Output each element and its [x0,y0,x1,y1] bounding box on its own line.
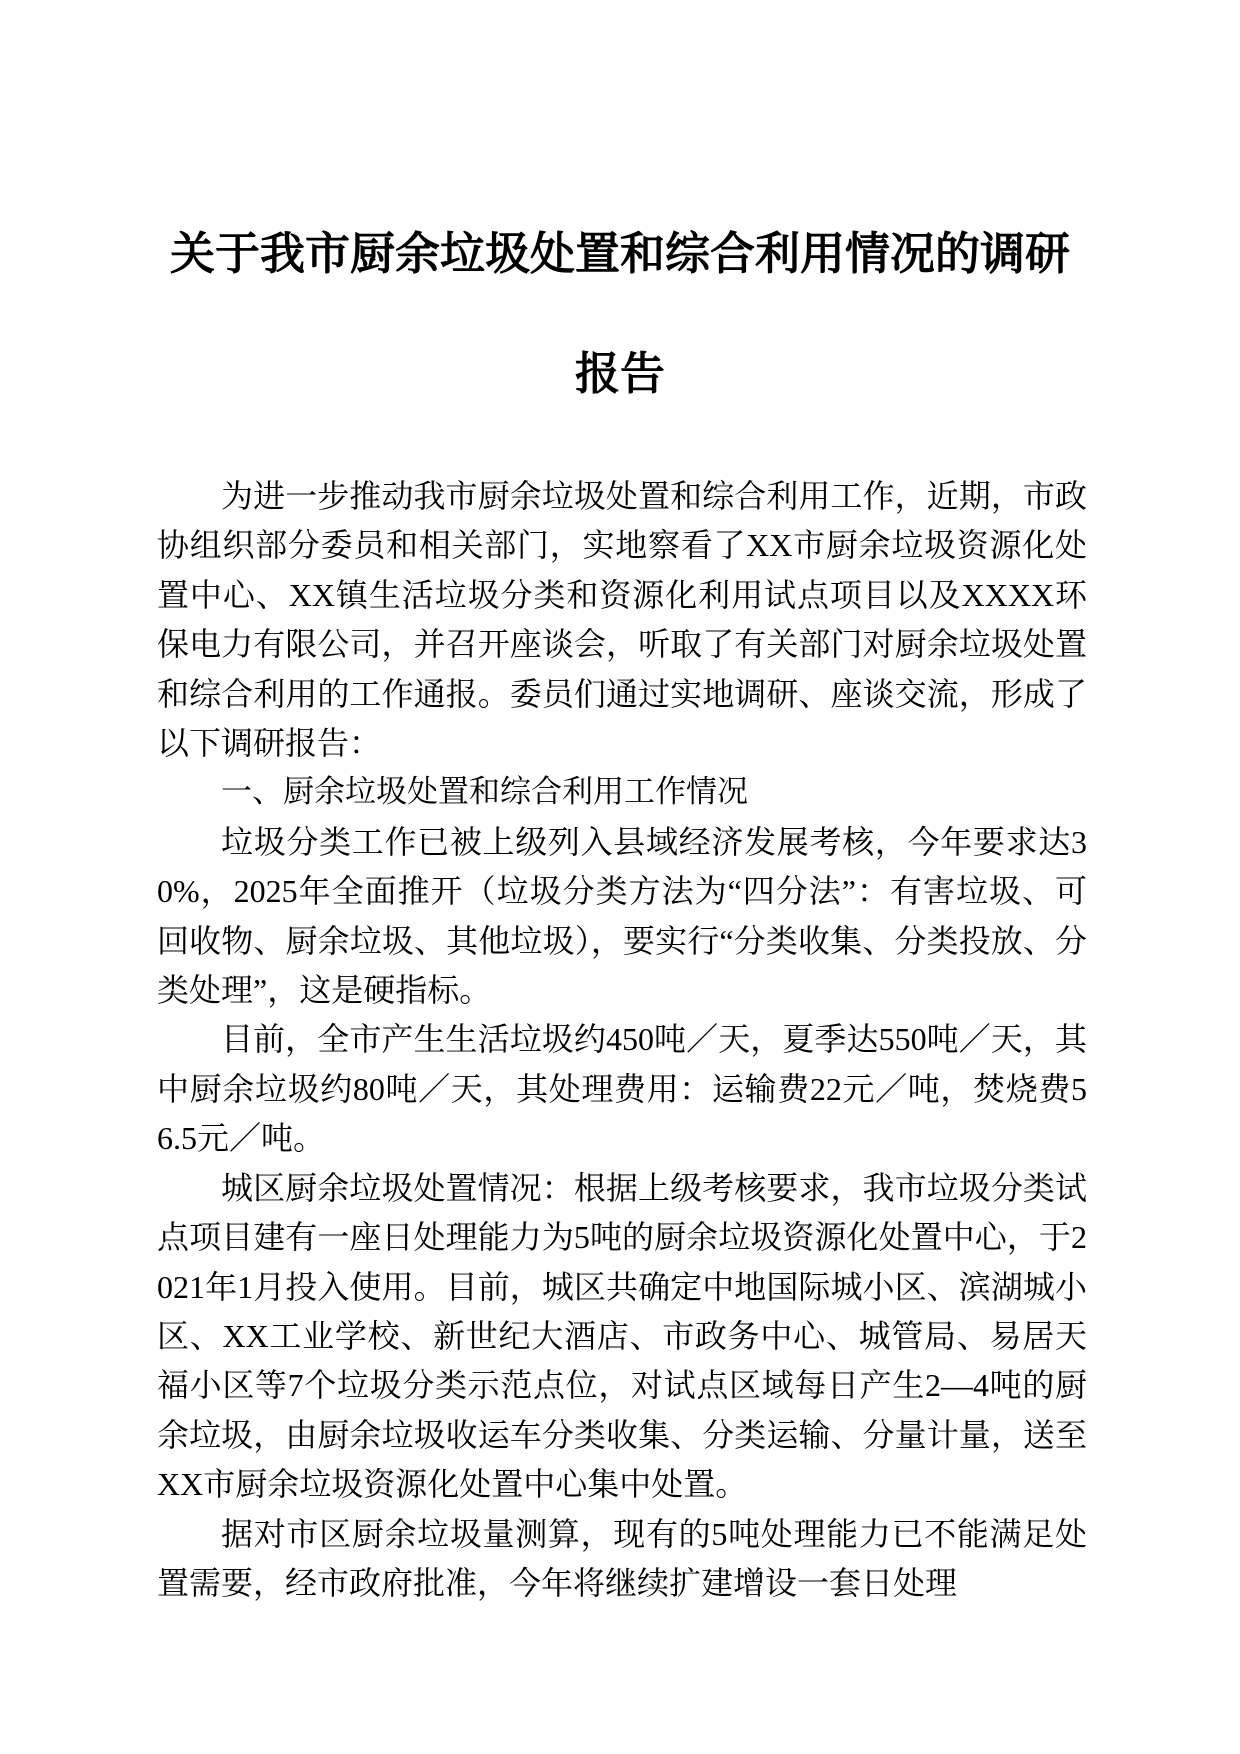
document-title-line-1: 关于我市厨余垃圾处置和综合利用情况的调研 [169,227,1070,280]
document-title-line-2: 报告 [574,347,665,400]
section-heading-1: 一、厨余垃圾处置和综合利用工作情况 [221,774,748,811]
paragraph-urban-disposal: 城区厨余垃圾处置情况：根据上级考核要求，我市垃圾分类试点项目建有一座日处理能力为5吨的厨余垃圾资源化处置中心，于2021年1月投入使用。目前，城区共确定中地国际城小区、滨湖城小区、XX工业学校、新世纪大酒店、市政务中心、城管局、易居天福小区等7个垃圾分类示范点位，对试点区域每日产生2—4吨的厨余垃圾，由厨余垃圾收运车分类收集、分类运输、分量计量，送至XX市厨余垃圾资源化处置中心集中处置。 [157,1169,1087,1503]
paragraph-capacity: 据对市区厨余垃圾量测算，现有的5吨处理能力已不能满足处置需要，经市政府批准，今年将继续扩建增设一套日处理 [157,1515,1087,1601]
paragraph-classification: 垃圾分类工作已被上级列入县域经济发展考核，今年要求达30%，2025年全面推开（垃圾分类方法为“四分法”：有害垃圾、可回收物、厨余垃圾、其他垃圾），要实行“分类收集、分类投放、分类处理”，这是硬指标。 [157,823,1087,1009]
paragraph-volume: 目前，全市产生生活垃圾约450吨／天，夏季达550吨／天，其中厨余垃圾约80吨／天，其处理费用：运输费22元／吨，焚烧费56.5元／吨。 [157,1021,1087,1157]
document-body [157,472,1087,1608]
paragraph-intro: 为进一步推动我市厨余垃圾处置和综合利用工作，近期，市政协组织部分委员和相关部门，实地察看了XX市厨余垃圾资源化处置中心、XX镇生活垃圾分类和资源化利用试点项目以及XXXX环保电力有限公司，并召开座谈会，听取了有关部门对厨余垃圾处置和综合利用的工作通报。委员们通过实地调研、座谈交流，形成了以下调研报告： [157,478,1087,762]
